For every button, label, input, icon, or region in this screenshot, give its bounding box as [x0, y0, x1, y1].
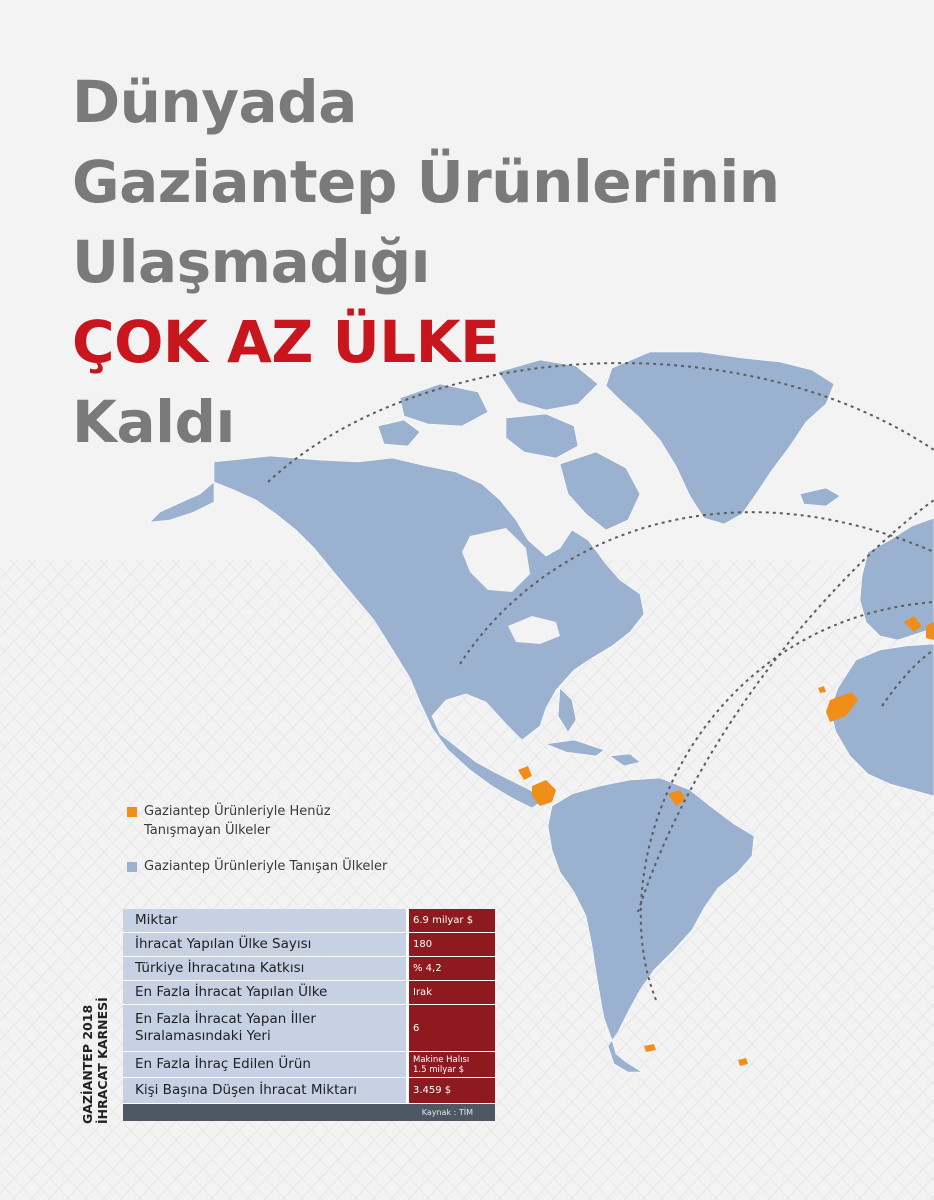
row-label: [123, 1005, 406, 1051]
row-label: Kişi Başına Düşen İhracat Miktarı: [123, 1078, 406, 1103]
row-value-line-1: Makine Halısı: [413, 1054, 470, 1065]
central-america-unreached-1: [518, 766, 532, 780]
hispaniola: [610, 754, 640, 766]
legend-unreached-text: [144, 802, 331, 840]
title-line-5: Kaldı: [72, 388, 235, 456]
table-row: [123, 1005, 495, 1051]
table-row: [123, 933, 495, 956]
row-value: 6: [409, 1005, 495, 1051]
reached-swatch: [127, 862, 137, 872]
table-row: [123, 1078, 495, 1103]
table-row: [123, 981, 495, 1004]
south-america-shape: [548, 778, 754, 1072]
row-label: Türkiye İhracatına Katkısı: [123, 957, 406, 980]
canary-unreached: [818, 686, 826, 693]
title-line-2: Gaziantep Ürünlerinin: [72, 148, 780, 216]
row-label: En Fazla İhracat Yapılan Ülke: [123, 981, 406, 1004]
row-label-line-1: En Fazla İhracat Yapan İller: [135, 1011, 316, 1027]
title-line-3: Ulaşmadığı: [72, 228, 431, 296]
row-value: % 4,2: [409, 957, 495, 980]
row-label: Miktar: [123, 909, 406, 932]
south-georgia-unreached: [738, 1058, 748, 1066]
legend-reached-text: Gaziantep Ürünleriyle Tanışan Ülkeler: [144, 859, 388, 874]
card-side-label: [80, 954, 110, 1124]
alaska-peninsula: [150, 482, 214, 522]
table-row: [123, 909, 495, 932]
north-america-shape: [214, 456, 644, 808]
table-row: [123, 957, 495, 980]
baffin-island: [560, 452, 640, 530]
cuba: [546, 740, 604, 756]
title-line-1: Dünyada: [72, 68, 357, 136]
florida: [558, 688, 576, 732]
card-side-line-1: GAZİANTEP 2018: [80, 1004, 95, 1124]
title-accent-line: ÇOK AZ ÜLKE: [72, 308, 500, 376]
row-label: İhracat Yapılan Ülke Sayısı: [123, 933, 406, 956]
row-value: 180: [409, 933, 495, 956]
row-value: 6.9 milyar $: [409, 909, 495, 932]
falklands-unreached: [644, 1044, 656, 1052]
unreached-swatch: [127, 807, 137, 817]
row-label: En Fazla İhraç Edilen Ürün: [123, 1052, 406, 1077]
source-note: Kaynak : TİM: [123, 1104, 495, 1121]
europe-shape: [860, 518, 934, 640]
africa-shape: [830, 644, 934, 796]
iceland: [800, 488, 840, 506]
export-stats-table: [123, 909, 495, 1121]
page-title: [72, 62, 780, 462]
row-label-line-2: Sıralamasındaki Yeri: [135, 1028, 271, 1044]
row-value: 3.459 $: [409, 1078, 495, 1103]
legend-unreached-line-2: Tanışmayan Ülkeler: [144, 823, 271, 838]
card-side-line-2: İHRACAT KARNESİ: [95, 997, 110, 1124]
legend-unreached-line-1: Gaziantep Ürünleriyle Henüz: [144, 804, 331, 819]
row-value-line-2: 1.5 milyar $: [413, 1064, 465, 1075]
table-row: [123, 1052, 495, 1077]
row-value: [409, 1052, 495, 1077]
row-value: Irak: [409, 981, 495, 1004]
